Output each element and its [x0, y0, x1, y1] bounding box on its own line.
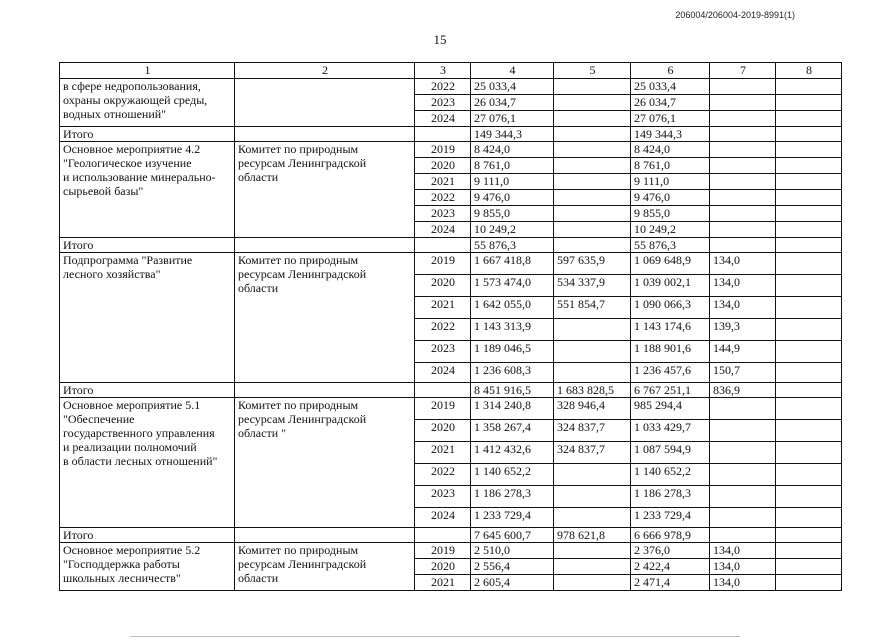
year-cell: 2019: [415, 398, 471, 420]
value-cell: 10 249,2: [471, 222, 554, 238]
header-cell: 1: [60, 63, 235, 79]
page-number: 15: [433, 32, 447, 47]
total-row: [60, 528, 842, 543]
value-cell: 27 076,1: [631, 111, 710, 127]
value-cell: [776, 420, 842, 442]
value-cell: [776, 398, 842, 420]
value-cell: 10 249,2: [631, 222, 710, 238]
total-value-cell: 149 344,3: [631, 127, 710, 142]
total-value-cell: [776, 127, 842, 142]
empty-cell: [235, 528, 415, 543]
value-cell: 2 556,4: [471, 559, 554, 575]
value-cell: [776, 190, 842, 206]
value-cell: [710, 142, 776, 158]
value-cell: 1 033 429,7: [631, 420, 710, 442]
value-cell: [776, 174, 842, 190]
value-cell: [776, 363, 842, 383]
value-cell: [776, 442, 842, 464]
total-value-cell: [776, 528, 842, 543]
value-cell: [710, 95, 776, 111]
value-cell: [554, 111, 631, 127]
total-row: [60, 238, 842, 253]
year-cell: 2021: [415, 442, 471, 464]
value-cell: [776, 206, 842, 222]
value-cell: 1 143 174,6: [631, 319, 710, 341]
value-cell: [710, 190, 776, 206]
value-cell: 9 111,0: [471, 174, 554, 190]
year-cell: 2021: [415, 297, 471, 319]
value-cell: [776, 95, 842, 111]
value-cell: 2 422,4: [631, 559, 710, 575]
value-cell: [776, 79, 842, 95]
responsible-cell: Комитет по природным ресурсам Ленинградской области ": [235, 398, 415, 528]
value-cell: 2 471,4: [631, 575, 710, 591]
value-cell: [776, 297, 842, 319]
value-cell: 597 635,9: [554, 253, 631, 275]
value-cell: 2 510,0: [471, 543, 554, 559]
value-cell: [710, 464, 776, 486]
value-cell: 25 033,4: [631, 79, 710, 95]
value-cell: 134,0: [710, 575, 776, 591]
value-cell: [710, 206, 776, 222]
value-cell: [710, 158, 776, 174]
total-value-cell: 836,9: [710, 383, 776, 398]
year-cell: 2024: [415, 363, 471, 383]
value-cell: [554, 142, 631, 158]
value-cell: 1 188 901,6: [631, 341, 710, 363]
year-cell: 2019: [415, 253, 471, 275]
value-cell: [776, 319, 842, 341]
responsible-cell: Комитет по природным ресурсам Ленинградской области: [235, 142, 415, 238]
value-cell: [554, 575, 631, 591]
value-cell: [554, 508, 631, 528]
total-value-cell: [710, 238, 776, 253]
responsible-cell: Комитет по природным ресурсам Ленинградской области: [235, 253, 415, 383]
value-cell: 1 143 313,9: [471, 319, 554, 341]
year-cell: 2024: [415, 508, 471, 528]
activity-name-cell: Подпрограмма "Развитие лесного хозяйства": [60, 253, 235, 383]
value-cell: [776, 253, 842, 275]
year-cell: 2021: [415, 174, 471, 190]
total-value-cell: 6 666 978,9: [631, 528, 710, 543]
value-cell: [710, 442, 776, 464]
value-cell: [776, 575, 842, 591]
value-cell: [710, 486, 776, 508]
value-cell: [710, 398, 776, 420]
activity-name-cell: Основное мероприятие 4.2 "Геологическое изучение и использование минерально- сырьевой базы": [60, 142, 235, 238]
total-value-cell: [554, 127, 631, 142]
value-cell: [554, 206, 631, 222]
value-cell: 1 090 066,3: [631, 297, 710, 319]
value-cell: 26 034,7: [471, 95, 554, 111]
total-value-cell: [776, 383, 842, 398]
value-cell: [554, 543, 631, 559]
value-cell: 1 039 002,1: [631, 275, 710, 297]
value-cell: [554, 174, 631, 190]
year-cell: 2023: [415, 341, 471, 363]
value-cell: 1 573 474,0: [471, 275, 554, 297]
table-row: [60, 543, 842, 559]
value-cell: 9 855,0: [471, 206, 554, 222]
value-cell: [776, 508, 842, 528]
value-cell: 1 140 652,2: [631, 464, 710, 486]
value-cell: 551 854,7: [554, 297, 631, 319]
value-cell: 144,9: [710, 341, 776, 363]
value-cell: [776, 111, 842, 127]
year-cell: 2020: [415, 559, 471, 575]
value-cell: [776, 486, 842, 508]
year-cell: 2024: [415, 222, 471, 238]
total-value-cell: [554, 238, 631, 253]
empty-cell: [415, 528, 471, 543]
value-cell: 2 605,4: [471, 575, 554, 591]
empty-cell: [235, 238, 415, 253]
value-cell: 9 476,0: [631, 190, 710, 206]
total-value-cell: [710, 127, 776, 142]
total-row: [60, 127, 842, 142]
value-cell: [776, 142, 842, 158]
year-cell: 2020: [415, 420, 471, 442]
header-cell: 7: [710, 63, 776, 79]
budget-table: [59, 62, 842, 591]
value-cell: 134,0: [710, 543, 776, 559]
value-cell: [554, 222, 631, 238]
table-header-row: [60, 63, 842, 79]
value-cell: 1 236 608,3: [471, 363, 554, 383]
empty-cell: [415, 383, 471, 398]
value-cell: 1 233 729,4: [631, 508, 710, 528]
value-cell: 1 087 594,9: [631, 442, 710, 464]
total-value-cell: 8 451 916,5: [471, 383, 554, 398]
value-cell: [710, 420, 776, 442]
value-cell: 26 034,7: [631, 95, 710, 111]
value-cell: [776, 464, 842, 486]
value-cell: 534 337,9: [554, 275, 631, 297]
total-value-cell: [776, 238, 842, 253]
activity-name-cell: Основное мероприятие 5.2 "Господдержка работы школьных лесничеств": [60, 543, 235, 591]
value-cell: [710, 111, 776, 127]
year-cell: 2022: [415, 79, 471, 95]
header-cell: 5: [554, 63, 631, 79]
value-cell: 8 761,0: [471, 158, 554, 174]
value-cell: 1 642 055,0: [471, 297, 554, 319]
value-cell: 134,0: [710, 275, 776, 297]
year-cell: 2020: [415, 275, 471, 297]
value-cell: [776, 341, 842, 363]
activity-name-cell: Основное мероприятие 5.1 "Обеспечение государственного управления и реализации полномочий в области лесных отношений": [60, 398, 235, 528]
total-label: Итого: [60, 127, 235, 142]
value-cell: 324 837,7: [554, 442, 631, 464]
empty-cell: [415, 238, 471, 253]
total-label: Итого: [60, 383, 235, 398]
value-cell: 1 358 267,4: [471, 420, 554, 442]
year-cell: 2024: [415, 111, 471, 127]
value-cell: 9 476,0: [471, 190, 554, 206]
value-cell: 1 186 278,3: [631, 486, 710, 508]
value-cell: [554, 95, 631, 111]
value-cell: 324 837,7: [554, 420, 631, 442]
value-cell: 2 376,0: [631, 543, 710, 559]
total-row: [60, 383, 842, 398]
total-value-cell: 6 767 251,1: [631, 383, 710, 398]
total-value-cell: 7 645 600,7: [471, 528, 554, 543]
value-cell: 27 076,1: [471, 111, 554, 127]
year-cell: 2022: [415, 190, 471, 206]
year-cell: 2022: [415, 464, 471, 486]
responsible-cell: [235, 79, 415, 127]
total-label: Итого: [60, 238, 235, 253]
header-cell: 3: [415, 63, 471, 79]
year-cell: 2023: [415, 486, 471, 508]
value-cell: 8 424,0: [631, 142, 710, 158]
value-cell: 1 314 240,8: [471, 398, 554, 420]
header-cell: 6: [631, 63, 710, 79]
value-cell: [554, 190, 631, 206]
value-cell: 25 033,4: [471, 79, 554, 95]
total-label: Итого: [60, 528, 235, 543]
value-cell: 134,0: [710, 559, 776, 575]
header-cell: 2: [235, 63, 415, 79]
total-value-cell: [710, 528, 776, 543]
scan-edge-line: [130, 636, 740, 637]
value-cell: [554, 486, 631, 508]
value-cell: 8 761,0: [631, 158, 710, 174]
value-cell: [710, 508, 776, 528]
value-cell: [776, 543, 842, 559]
value-cell: [710, 174, 776, 190]
value-cell: 9 855,0: [631, 206, 710, 222]
total-value-cell: 55 876,3: [631, 238, 710, 253]
value-cell: [554, 341, 631, 363]
year-cell: 2023: [415, 206, 471, 222]
value-cell: 1 186 278,3: [471, 486, 554, 508]
year-cell: 2019: [415, 543, 471, 559]
total-value-cell: 55 876,3: [471, 238, 554, 253]
value-cell: 1 236 457,6: [631, 363, 710, 383]
value-cell: 139,3: [710, 319, 776, 341]
value-cell: [710, 222, 776, 238]
year-cell: 2019: [415, 142, 471, 158]
empty-cell: [235, 383, 415, 398]
value-cell: [776, 158, 842, 174]
value-cell: [710, 79, 776, 95]
value-cell: [554, 363, 631, 383]
value-cell: 985 294,4: [631, 398, 710, 420]
value-cell: 134,0: [710, 253, 776, 275]
value-cell: [554, 559, 631, 575]
value-cell: 1 412 432,6: [471, 442, 554, 464]
value-cell: 328 946,4: [554, 398, 631, 420]
table-row: [60, 398, 842, 420]
table-row: [60, 142, 842, 158]
value-cell: 9 111,0: [631, 174, 710, 190]
total-value-cell: 1 683 828,5: [554, 383, 631, 398]
empty-cell: [415, 127, 471, 142]
total-value-cell: 978 621,8: [554, 528, 631, 543]
value-cell: 1 233 729,4: [471, 508, 554, 528]
value-cell: 150,7: [710, 363, 776, 383]
document-code: 206004/206004-2019-8991(1): [675, 10, 795, 20]
year-cell: 2023: [415, 95, 471, 111]
total-value-cell: 149 344,3: [471, 127, 554, 142]
value-cell: [554, 79, 631, 95]
year-cell: 2022: [415, 319, 471, 341]
value-cell: [776, 275, 842, 297]
value-cell: [776, 559, 842, 575]
year-cell: 2020: [415, 158, 471, 174]
value-cell: [554, 464, 631, 486]
value-cell: 1 667 418,8: [471, 253, 554, 275]
empty-cell: [235, 127, 415, 142]
value-cell: 1 069 648,9: [631, 253, 710, 275]
table-row: [60, 253, 842, 275]
activity-name-cell: в сфере недропользования, охраны окружающей среды, водных отношений": [60, 79, 235, 127]
header-cell: 8: [776, 63, 842, 79]
value-cell: [554, 319, 631, 341]
value-cell: 134,0: [710, 297, 776, 319]
responsible-cell: Комитет по природным ресурсам Ленинградской области: [235, 543, 415, 591]
value-cell: 8 424,0: [471, 142, 554, 158]
value-cell: 1 189 046,5: [471, 341, 554, 363]
value-cell: [776, 222, 842, 238]
table-row: [60, 79, 842, 95]
year-cell: 2021: [415, 575, 471, 591]
value-cell: 1 140 652,2: [471, 464, 554, 486]
header-cell: 4: [471, 63, 554, 79]
value-cell: [554, 158, 631, 174]
